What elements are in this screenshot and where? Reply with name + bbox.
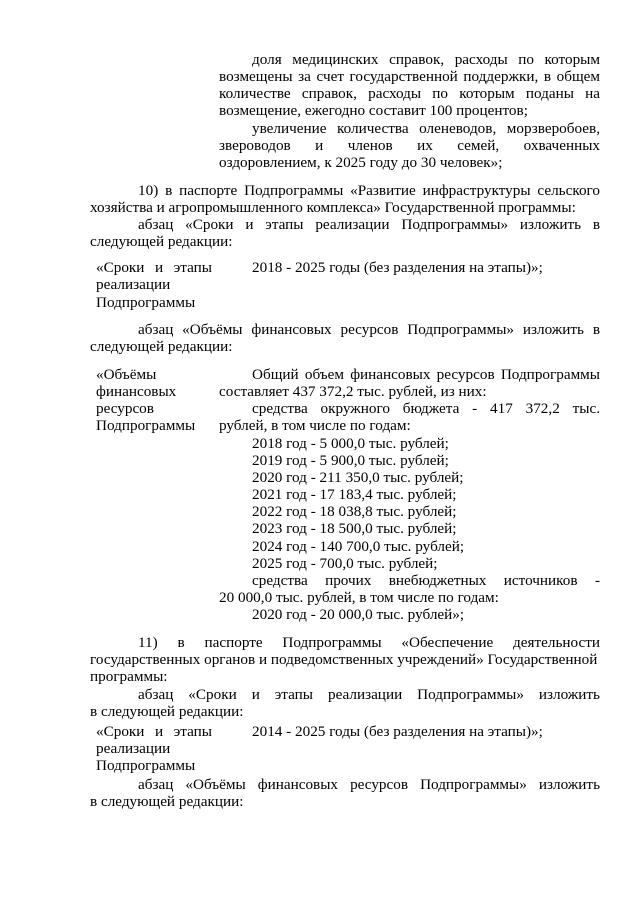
table-value: составляет 437 372,2 тыс. рублей, из них: — [219, 383, 487, 400]
text-line: следующей редакции: — [90, 338, 233, 355]
table-value: 2024 год - 140 700,0 тыс. рублей; — [252, 538, 465, 555]
text-line: следующей редакции: — [90, 233, 233, 250]
table-label: «Сроки и этапы — [96, 259, 212, 276]
table-value: 2019 год - 5 900,0 тыс. рублей; — [252, 452, 449, 469]
table-label: реализации — [96, 740, 171, 757]
table-value: 2020 год - 20 000,0 тыс. рублей»; — [252, 606, 465, 623]
table-value: Общий объем финансовых ресурсов Подпрограммы — [252, 366, 600, 383]
text-line: абзац «Объёмы финансовых ресурсов Подпрограммы» изложить в — [138, 321, 600, 338]
table-value: 2021 год - 17 183,4 тыс. рублей; — [252, 486, 457, 503]
text-line: в следующей редакции: — [90, 703, 244, 720]
table-value: 2025 год - 700,0 тыс. рублей; — [252, 555, 438, 572]
table-label: Подпрограммы — [96, 757, 196, 774]
text-line: возмещены за счет государственной поддержки, в общем — [219, 68, 600, 85]
text-line: абзац «Объёмы финансовых ресурсов Подпрограммы» изложить — [138, 776, 600, 793]
text-line: хозяйства и агропромышленного комплекса» Государственной программы: — [90, 199, 576, 216]
table-label: Подпрограммы — [96, 294, 196, 311]
text-line: государственных органов и подведомственных учреждений» Государственной — [90, 651, 598, 668]
table-value: 2023 год - 18 500,0 тыс. рублей; — [252, 520, 457, 537]
table-value: 2014 - 2025 годы (без разделения на этапы)»; — [252, 723, 543, 740]
text-line: программы: — [90, 668, 168, 685]
table-label: Подпрограммы — [96, 417, 196, 434]
table-value: 2018 год - 5 000,0 тыс. рублей; — [252, 435, 449, 452]
text-line: увеличение количества оленеводов, морзверобоев, — [252, 120, 600, 137]
table-value: 20 000,0 тыс. рублей, в том числе по годам: — [219, 589, 499, 606]
text-line: доля медицинских справок, расходы по которым — [252, 51, 600, 68]
table-value: 2020 год - 211 350,0 тыс. рублей; — [252, 469, 464, 486]
table-label: «Объёмы — [96, 366, 157, 383]
table-value: рублей, в том числе по годам: — [219, 417, 411, 434]
text-line: оздоровлением, к 2025 году до 30 человек»; — [219, 154, 503, 171]
text-line: возмещение, ежегодно составит 100 процентов; — [219, 102, 528, 119]
text-line: в следующей редакции: — [90, 793, 244, 810]
table-label: «Сроки и этапы — [96, 723, 212, 740]
table-label: финансовых — [96, 383, 177, 400]
table-label: ресурсов — [96, 400, 154, 417]
table-value: 2018 - 2025 годы (без разделения на этапы)»; — [252, 259, 543, 276]
text-line: количестве справок, расходы по которым поданы на — [219, 85, 600, 102]
text-line: абзац «Сроки и этапы реализации Подпрограммы» изложить в — [138, 216, 600, 233]
table-value: средства прочих внебюджетных источников - — [252, 572, 600, 589]
text-line: 11) в паспорте Подпрограммы «Обеспечение деятельности — [138, 634, 600, 651]
table-value: средства окружного бюджета - 417 372,2 тыс. — [252, 400, 600, 417]
text-line: звероводов и членов их семей, охваченных — [219, 137, 600, 154]
text-line: 10) в паспорте Подпрограммы «Развитие инфраструктуры сельского — [138, 182, 600, 199]
table-value: 2022 год - 18 038,8 тыс. рублей; — [252, 503, 457, 520]
text-line: абзац «Сроки и этапы реализации Подпрограммы» изложить — [138, 686, 600, 703]
table-label: реализации — [96, 276, 171, 293]
